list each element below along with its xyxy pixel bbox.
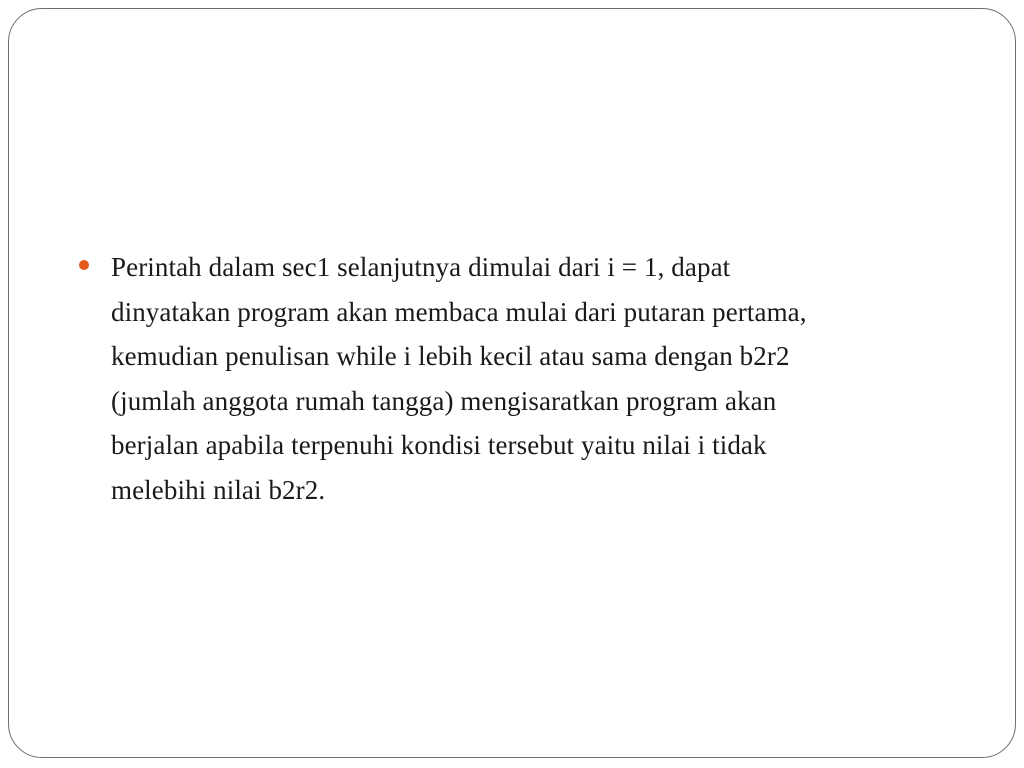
bullet-line-6: melebihi nilai b2r2. xyxy=(111,474,326,505)
bullet-line-5: berjalan apabila terpenuhi kondisi tersebut yaitu nilai i tidak xyxy=(111,430,767,460)
bullet-line-3: kemudian penulisan while i lebih kecil atau sama dengan b2r2 xyxy=(111,341,790,371)
slide-frame xyxy=(8,8,1016,758)
bullet-line-1: Perintah dalam sec1 selanjutnya dimulai dari i = 1, dapat xyxy=(111,252,731,282)
bullet-line-2: dinyatakan program akan membaca mulai dari putaran pertama, xyxy=(111,296,807,327)
bullet-line-4: (jumlah anggota rumah tangga) mengisaratkan program akan xyxy=(111,385,777,416)
bullet-item xyxy=(79,245,959,512)
slide-content xyxy=(79,245,959,512)
bullet-text xyxy=(111,245,959,512)
bullet-dot-icon xyxy=(79,260,89,270)
